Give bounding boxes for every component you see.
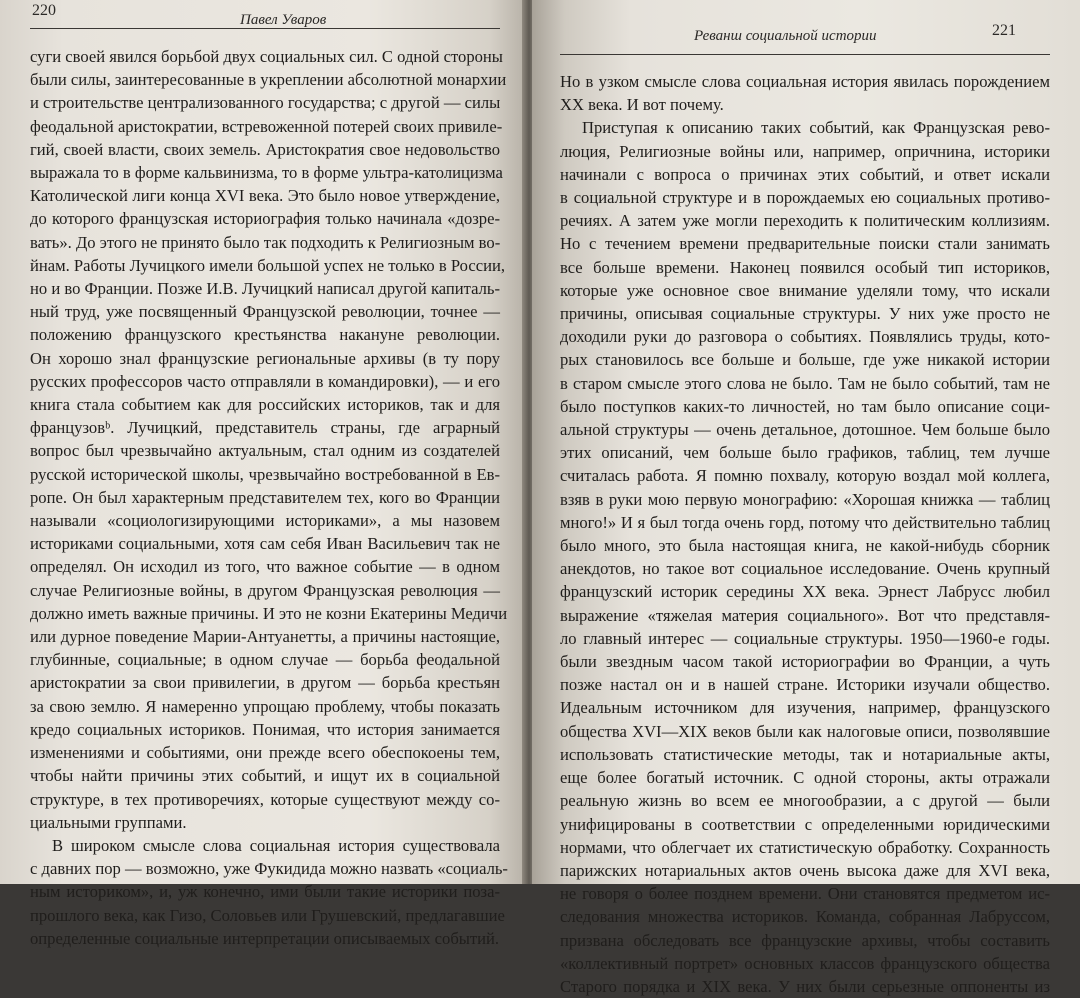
text-line: должно иметь важные причины. И это не козни Екатерины Медичи bbox=[30, 603, 508, 623]
text-line: Католической лиги конца XVI века. Это было новое утверждение, bbox=[30, 186, 500, 206]
text-line: много!» И я был тогда очень горд, потому что действительно таблиц bbox=[560, 512, 1050, 532]
text-line: книга стала событием как для российских историков, так и для bbox=[30, 395, 500, 415]
text-line: речиях. А затем уже могли переходить к политическим коллизиям. bbox=[560, 211, 1050, 231]
text-line: было поступков каких-то личностей, но там было описание соци- bbox=[560, 396, 1050, 416]
text-line: и строительстве централизованного государства; с другой — силы bbox=[30, 93, 501, 113]
text-line: анекдотов, но такое вот социальное исследование. Очень крупный bbox=[560, 559, 1050, 579]
text-line: вать». До этого не принято было так подходить к Религиозным во- bbox=[30, 232, 501, 252]
text-line: прошлого века, как Гизо, Соловьев или Грушевский, предлагавшие bbox=[30, 905, 505, 925]
text-line: В широком смысле слова социальная история существовала bbox=[52, 835, 500, 855]
text-line: Но с течением времени предварительные поиски стали занимать bbox=[560, 234, 1050, 254]
text-line: которые уже основное свое внимание уделяли тому, что искали bbox=[560, 280, 1050, 300]
text-line: ропе. Он был характерным представителем тех, кого во Франции bbox=[30, 487, 500, 507]
text-line: использовать статистические методы, так и нотариальные акты, bbox=[560, 744, 1050, 764]
text-line: выражение «тяжелая материя социального». Вот что представля- bbox=[560, 605, 1050, 625]
text-line: Приступая к описанию таких событий, как Французская рево- bbox=[582, 118, 1050, 138]
text-line: взяв в руки мою первую монографию: «Хорошая книжка — таблиц bbox=[560, 489, 1050, 509]
text-line: люция, Религиозные войны или, например, опричнина, историки bbox=[560, 141, 1050, 161]
text-line: французовᵇ. Лучицкий, представитель страны, где аграрный bbox=[30, 418, 500, 438]
text-line: феодальной аристократии, встревоженной потерей своих привиле- bbox=[30, 116, 503, 136]
text-line: этих описаний, чем больше было графиков, таблиц, тем лучше bbox=[560, 443, 1050, 463]
text-line: еще более богатый источник. С одной стороны, акты отражали bbox=[560, 768, 1050, 788]
text-line: были звездным часом такой историографии во Франции, а чуть bbox=[560, 652, 1050, 672]
text-line: до которого французская историография только начинала «дозре- bbox=[30, 209, 500, 229]
text-line: XX века. И вот почему. bbox=[560, 95, 724, 115]
text-line: Идеальным источником для изучения, например, французского bbox=[560, 698, 1050, 718]
page-number-right: 221 bbox=[992, 22, 1016, 39]
text-line: ным историком», и, уж конечно, ими были такие историки поза- bbox=[30, 882, 500, 902]
text-line: называли «социологизирующими историками», а мы назовем bbox=[30, 511, 500, 531]
running-head-right: Реванш социальной истории bbox=[694, 28, 877, 44]
left-body-text bbox=[30, 45, 508, 950]
text-line: структуре, в тех противоречиях, которые существуют между со- bbox=[30, 789, 500, 809]
text-line: чтобы найти причины этих событий, и ищут их в социальной bbox=[30, 766, 500, 786]
text-line: русских профессоров часто отправляли в командировки), — и его bbox=[30, 371, 500, 391]
text-line: Но в узком смысле слова социальная история явилась порождением bbox=[560, 72, 1050, 91]
text-line: случае Религиозные войны, в другом Французская революция — bbox=[30, 580, 500, 600]
text-line: ло главный интерес — социальные структуры. 1950—1960-е годы. bbox=[560, 628, 1050, 648]
text-line: изменениями и событиями, они прежде всего обеспокоены тем, bbox=[30, 743, 500, 763]
text-line: реальную жизнь во всем ее многообразии, а с другой — были bbox=[560, 791, 1050, 811]
text-line: вопрос был чрезвычайно актуальным, стал одним из создателей bbox=[30, 441, 500, 461]
text-line: кредо социальных историков. Понимая, что история занимается bbox=[30, 719, 500, 739]
text-line: парижских нотариальных актов очень высока даже для XVI века, bbox=[560, 860, 1050, 880]
text-line: аристократии за свои привилегии, в другом — борьба крестьян bbox=[30, 673, 500, 693]
header-rule-right bbox=[560, 54, 1050, 55]
text-line: в социальной структуре и в порождаемых ею социальных противо- bbox=[560, 188, 1050, 208]
header-rule-left bbox=[30, 28, 500, 29]
right-page bbox=[532, 0, 1080, 996]
text-line: историками социальными, хотя сам себя Иван Васильевич так не bbox=[30, 534, 500, 554]
text-line: ный труд, уже посвященный Французской революции, точнее — bbox=[30, 302, 500, 322]
text-line: доходили руки до разговора о событиях. Появлялись труды, кото- bbox=[560, 327, 1050, 347]
text-line: русской исторической школы, чрезвычайно востребованной в Ев- bbox=[30, 464, 500, 484]
text-line: с давних пор — возможно, уже Фукидида можно назвать «социаль- bbox=[30, 859, 508, 879]
text-line: «коллективный портрет» основных классов французского общества bbox=[560, 953, 1050, 973]
text-line: французский историк середины XX века. Эрнест Лабрусс любил bbox=[560, 582, 1050, 602]
text-line: нормами, что облегчает их статистическую обработку. Сохранность bbox=[560, 837, 1050, 857]
text-line: циальными группами. bbox=[30, 812, 187, 832]
text-line: были силы, заинтересованные в укреплении абсолютной монархии bbox=[30, 70, 507, 90]
text-line: не говоря о более позднем времени. Они становятся предметом ис- bbox=[560, 884, 1050, 904]
text-line: йнам. Работы Лучицкого имели большой успех не только в России, bbox=[30, 255, 506, 275]
text-line: унифицированы в соответствии с определенными юридическими bbox=[560, 814, 1050, 834]
running-head-left: Павел Уваров bbox=[240, 12, 327, 28]
left-page bbox=[0, 0, 526, 948]
right-body-text bbox=[560, 70, 1050, 998]
text-line: причины, описывая социальные структуры. У них уже просто не bbox=[560, 304, 1050, 324]
text-line: но и во Франции. Позже И.В. Лучицкий написал другой капиталь- bbox=[30, 279, 501, 299]
text-line: суги своей явился борьбой двух социальных сил. С одной стороны bbox=[30, 47, 503, 66]
text-line: все больше времени. Наконец появился особый тип историков, bbox=[560, 257, 1050, 277]
text-line: было много, это была настоящая книга, не какой-нибудь сборник bbox=[560, 536, 1050, 556]
text-line: призвана обследовать все французские архивы, чтобы составить bbox=[560, 930, 1050, 950]
text-line: выражала то в форме кальвинизма, то в форме ультра-католицизма bbox=[30, 163, 503, 183]
text-line: положению французского крестьянства накануне революции. bbox=[30, 325, 500, 345]
text-line: начинали с вопроса о причинах этих событий, и ответ искали bbox=[560, 164, 1050, 184]
text-line: в старом смысле этого слова не было. Там не было событий, там не bbox=[560, 373, 1050, 393]
text-line: Старого порядка и XIX века. У них были серьезные оппоненты из bbox=[560, 976, 1050, 996]
text-line: следования множества историков. Команда, собранная Лабруссом, bbox=[560, 907, 1050, 927]
page-number-left: 220 bbox=[32, 2, 56, 19]
text-line: рых становилось все больше и больше, где уже никакой истории bbox=[560, 350, 1050, 370]
text-line: общества XVI—XIX веков были как налоговые описи, позволявшие bbox=[560, 721, 1050, 741]
text-line: за свою землю. Я намеренно упрощаю проблему, чтобы показать bbox=[30, 696, 500, 716]
text-line: Он хорошо знал французские региональные архивы (в ту пору bbox=[30, 348, 500, 368]
text-line: гий, своей власти, своих земель. Аристократия свое недовольство bbox=[30, 139, 500, 159]
text-line: позже настал он и в нашей стране. Историки изучали общество. bbox=[560, 675, 1050, 695]
text-line: глубинные, социальные; в одном случае — борьба феодальной bbox=[30, 650, 500, 670]
text-line: или дурное поведение Марии-Антуанетты, а причины настоящие, bbox=[30, 627, 500, 647]
text-line: альной структуры — очень детальное, дотошное. Чем больше было bbox=[560, 420, 1050, 440]
text-line: определял. Он исходил из того, что важное событие — в одном bbox=[30, 557, 500, 577]
text-line: определенные социальные интерпретации описываемых событий. bbox=[30, 928, 500, 948]
text-line: считалась работа. Я помню похвалу, которую воздал мой коллега, bbox=[560, 466, 1050, 486]
